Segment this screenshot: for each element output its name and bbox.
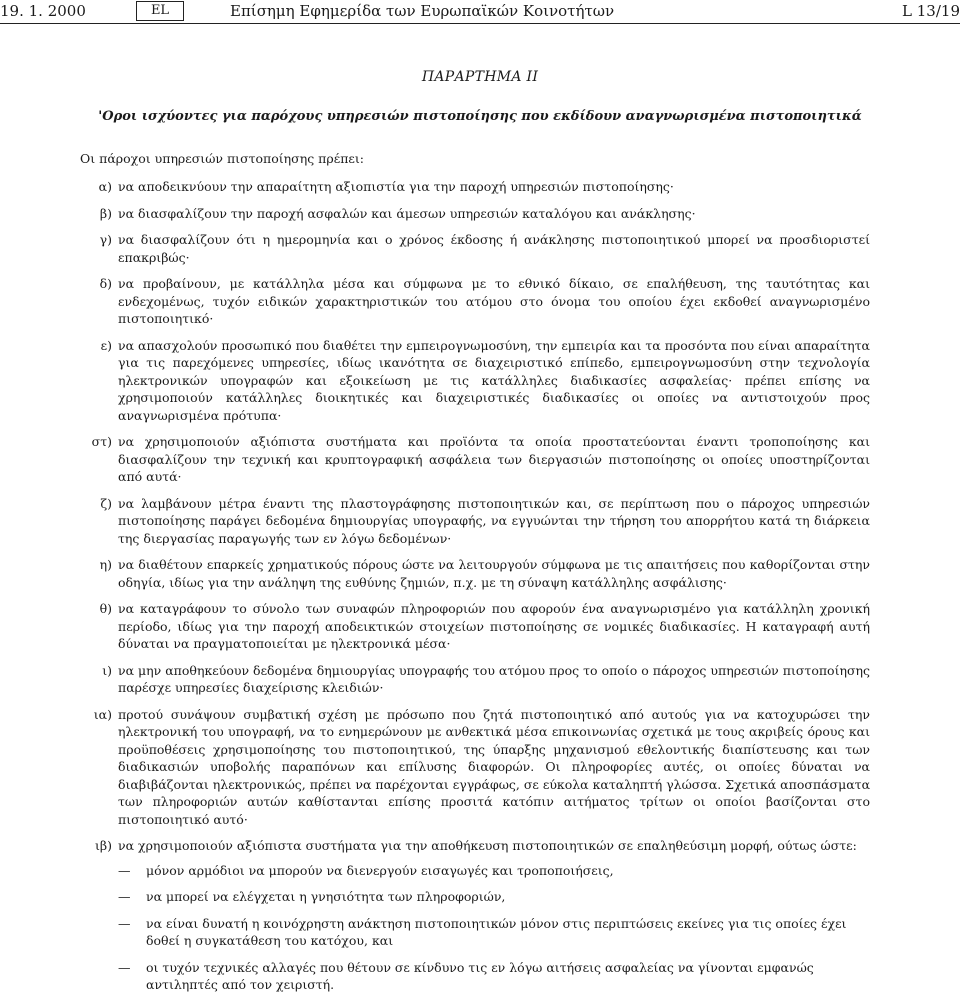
list-item (80, 275, 870, 328)
dash-item (118, 959, 870, 994)
item-text: να μην αποθηκεύουν δεδομένα δημιουργίας υπογραφής του ατόμου προς το οποίο ο πάροχος υπηρεσιών πιστοποίησης παρέσχε υπηρεσίες διαχείρισης κλειδιών· (118, 662, 870, 695)
issue-date: 19. 1. 2000 (0, 2, 86, 20)
item-label: β) (99, 205, 112, 221)
language-code-box: EL (136, 1, 184, 21)
document-body (80, 150, 870, 1003)
item-text: προτού συνάψουν συμβατική σχέση με πρόσωπο που ζητά πιστοποιητικό από αυτούς για να κατοχυρώσει την ηλεκτρονική του υπογραφή, να το ενημερώνουν με ανθεκτικά μέσα επικοινωνίας σχετικά με τους ακριβείς όρους και προϋποθέσεις χρησιμοποίησης του πιστοποιητικού, της ύπαρξης μηχανισμού εθελοντικής διαπίστευσης και των διαδικασιών υποβολής παραπόνων και επίλυσης διαφορών. Οι πληροφορίες αυτές, οι οποίες δύναται να διαβιβάζονται ηλεκτρονικώς, πρέπει να παρέχονται εγγράφως, σε εύκολα καταληπτή γλώσσα. Σχετικά αποσπάσματα των πληροφοριών αυτών καθίστανται επίσης προσιτά κατόπιν αιτήματος τρίτων οι οποίοι βασίζονται στο πιστοποιητικό αυτό· (118, 706, 871, 827)
dash-marker: — (118, 915, 131, 931)
item-label: ι) (102, 662, 112, 678)
item-label: θ) (99, 601, 112, 616)
item-text: να χρησιμοποιούν αξιόπιστα συστήματα και προϊόντα τα οποία προστατεύονται έναντι τροποποίησης και διασφαλίζουν την τεχνική και κρυπτογραφική ασφάλεια των διεργασιών πιστοποίησης οι οποίες υποστηρίζονται από αυτά· (118, 434, 870, 484)
list-item (80, 600, 870, 653)
item-label: α) (98, 179, 112, 194)
dash-item-text: μόνον αρμόδιοι να μπορούν να διενεργούν εισαγωγές και τροποποιήσεις, (146, 862, 614, 878)
item-text: να αποδεικνύουν την απαραίτητη αξιοπιστία για την παροχή υπηρεσιών πιστοποίησης· (118, 179, 674, 194)
list-item (80, 662, 870, 697)
item-label: η) (99, 557, 112, 572)
item-text: να προβαίνουν, με κατάλληλα μέσα και σύμφωνα με το εθνικό δίκαιο, σε επαλήθευση, της ταυτότητας και ενδεχομένως, τυχόν ειδικών χαρακτηριστικών του ατόμου στο όνομα του οποίου έχει εκδοθεί αναγνωρισμένο πιστοποιητικό· (118, 276, 870, 326)
item-label: στ) (91, 434, 112, 449)
intro-sentence: Οι πάροχοι υπηρεσιών πιστοποίησης πρέπει: (80, 151, 365, 166)
item-text: να λαμβάνουν μέτρα έναντι της πλαστογράφησης πιστοποιητικών και, σε περίπτωση που ο πάροχος υπηρεσιών πιστοποίησης παράγει δεδομένα δημιουργίας υπογραφής, να εγγυώνται την τήρηση του απορρήτου κατά τη διάρκεια της διεργασίας παραγωγής των εν λόγω δεδομένων· (118, 495, 870, 546)
item-text: να καταγράφουν το σύνολο των συναφών πληροφοριών που αφορούν ένα αναγνωρισμένο για κατάλληλη χρονική περίοδο, ιδίως για την παροχή αποδεικτικών στοιχείων πιστοποίησης σε νομικές διαδικασίες. Η καταγραφή αυτή δύναται να πραγματοποιείται με ηλεκτρονικά μέσα· (118, 601, 870, 651)
dash-marker: — (118, 889, 131, 904)
item-label: γ) (99, 232, 112, 247)
dash-sublist (118, 862, 870, 994)
list-item (80, 231, 870, 266)
item-text: να διασφαλίζουν ότι η ημερομηνία και ο χρόνος έκδοσης ή ανάκλησης πιστοποιητικού μπορεί να προσδιοριστεί επακριβώς· (118, 232, 870, 265)
list-item (80, 433, 870, 486)
item-label: ζ) (100, 495, 112, 511)
item-text: να απασχολούν προσωπικό που διαθέτει την εμπειρογνωμοσύνη, την εμπειρία και τα προσόντα που είναι απαραίτητα για τις παρεχόμενες υπηρεσίες, ιδίως ικανότητα σε διαχειριστικό επίπεδο, εμπειρογνωμοσύνη στην τεχνολογία ηλεκτρονικών υπογραφών και εξοικείωση με τις κατάλληλες διαδικασίες ασφαλείας· πρέπει επίσης να χρησιμοποιούν κατάλληλες διοικητικές και διαχειριστικές διαδικασίες οι οποίες να αντιστοιχούν προς αναγνωρισμένα πρότυπα· (118, 337, 870, 423)
item-label: ε) (100, 337, 112, 353)
item-text: να διασφαλίζουν την παροχή ασφαλών και άμεσων υπηρεσιών καταλόγου και ανάκλησης· (118, 205, 696, 221)
annex-title: ΠΑΡΑΡΤΗΜΑ ΙΙ (421, 69, 539, 85)
list-item (80, 337, 870, 425)
list-item (80, 706, 870, 829)
page-header (0, 0, 960, 24)
list-item (80, 556, 870, 591)
list-item (80, 178, 870, 196)
page-number: L 13/19 (902, 2, 960, 20)
list-item (80, 837, 870, 994)
dash-marker: — (118, 862, 131, 878)
dash-item (118, 888, 870, 906)
item-label: δ) (99, 276, 112, 291)
dash-item-text: να μπορεί να ελέγχεται η γνησιότητα των πληροφοριών, (146, 889, 506, 904)
dash-item (118, 915, 870, 950)
list-item (80, 205, 870, 223)
dash-item-text: οι τυχόν τεχνικές αλλαγές που θέτουν σε κίνδυνο τις εν λόγω αιτήσεις ασφαλείας να γίνονται εμφανώς αντιληπτές από τον χειριστή. (146, 959, 814, 992)
list-item (80, 495, 870, 548)
annex-subtitle: 'Οροι ισχύοντες για παρόχους υπηρεσιών πιστοποίησης που εκδίδουν αναγνωρισμένα πιστοποιητικά (98, 109, 862, 124)
item-text: να χρησιμοποιούν αξιόπιστα συστήματα για την αποθήκευση πιστοποιητικών σε επαληθεύσιμη μορφή, ούτως ώστε: (118, 838, 857, 853)
dash-item (118, 862, 870, 880)
dash-item-text: να είναι δυνατή η κοινόχρηστη ανάκτηση πιστοποιητικών μόνον στις περιπτώσεις εκείνες για τις οποίες έχει δοθεί η συγκατάθεση του κατόχου, και (146, 915, 847, 948)
item-label: ια) (93, 706, 112, 722)
item-text: να διαθέτουν επαρκείς χρηματικούς πόρους ώστε να λειτουργούν σύμφωνα με τις απαιτήσεις που καθορίζονται στην οδηγία, ιδίως για την ανάληψη της ευθύνης ζημιών, π.χ. με τη σύναψη κατάλληλης ασφάλισης· (118, 557, 870, 590)
dash-marker: — (118, 959, 131, 975)
header-rule (0, 23, 960, 24)
item-label: ιβ) (94, 838, 112, 853)
journal-title: Επίσημη Εφημερίδα των Ευρωπαϊκών Κοινοτήτων (230, 2, 615, 20)
